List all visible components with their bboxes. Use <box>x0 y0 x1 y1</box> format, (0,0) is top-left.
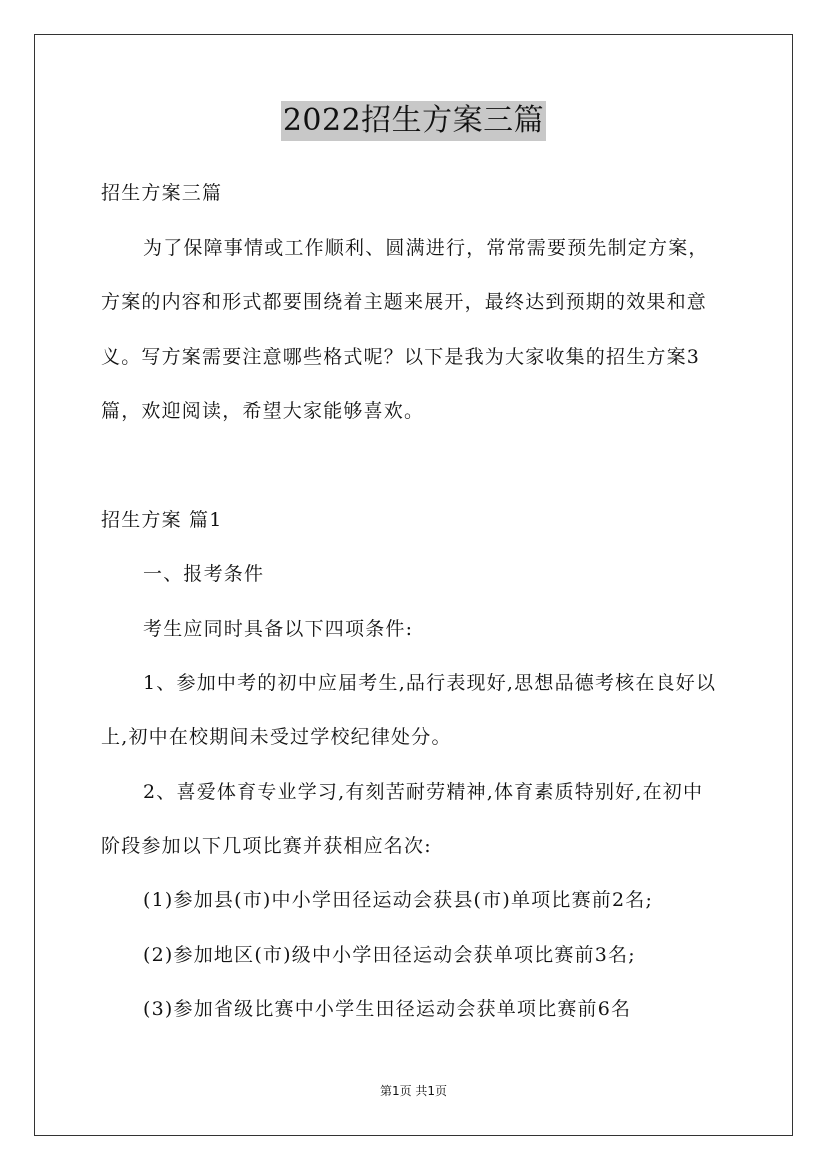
section-line-2: 考生应同时具备以下四项条件: <box>143 618 414 640</box>
section-line-5: 2、喜爱体育专业学习,有刻苦耐劳精神,体育素质特别好,在初中 <box>143 781 704 803</box>
section-line-6: 阶段参加以下几项比赛并获相应名次: <box>101 835 432 857</box>
section-line-7: (1)参加县(市)中小学田径运动会获县(市)单项比赛前2名; <box>143 889 654 911</box>
intro-line-1: 为了保障事情或工作顺利、圆满进行，常常需要预先制定方案， <box>143 237 709 259</box>
document-subtitle: 招生方案三篇 <box>101 182 223 204</box>
section-line-1: 一、报考条件 <box>143 563 265 585</box>
section-line-8: (2)参加地区(市)级中小学田径运动会获单项比赛前3名; <box>143 944 636 966</box>
title-container <box>0 101 827 141</box>
document-title: 2022招生方案三篇 <box>281 101 546 141</box>
intro-line-3: 义。写方案需要注意哪些格式呢？以下是我为大家收集的招生方案3 <box>101 346 701 368</box>
section-line-9: (3)参加省级比赛中小学生田径运动会获单项比赛前6名 <box>143 998 632 1020</box>
page-footer: 第1页 共1页 <box>379 1084 448 1098</box>
section-line-3: 1、参加中考的初中应届考生,品行表现好,思想品德考核在良好以 <box>143 672 717 694</box>
intro-line-4: 篇，欢迎阅读，希望大家能够喜欢。 <box>101 400 425 422</box>
section-line-4: 上,初中在校期间未受过学校纪律处分。 <box>101 726 452 748</box>
section-heading: 招生方案 篇1 <box>101 509 223 531</box>
intro-line-2: 方案的内容和形式都要围绕着主题来展开，最终达到预期的效果和意 <box>101 291 708 313</box>
